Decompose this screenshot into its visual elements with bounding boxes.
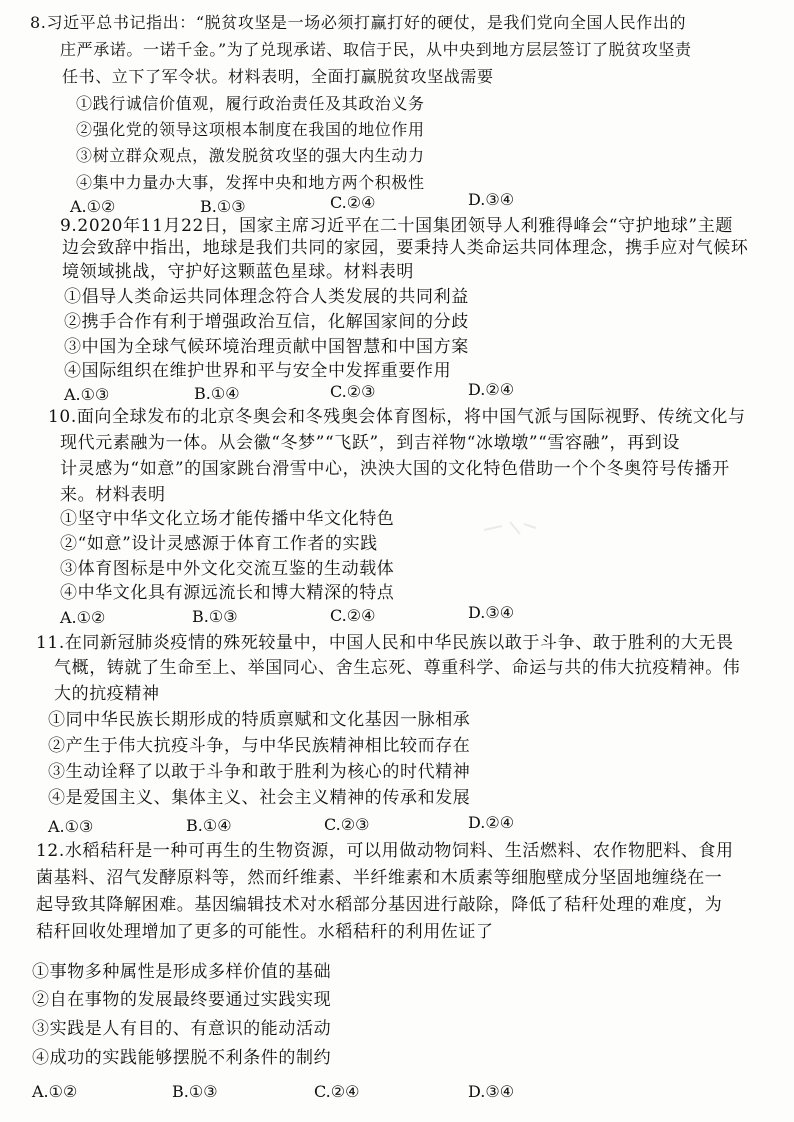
question-8-option-b: B.①③ <box>200 197 246 216</box>
question-9-stem-line-2: 边会致辞中指出，地球是我们共同的家园，要秉持人类命运共同体理念，携手应对气候环 <box>62 238 749 258</box>
question-9-statement-2: ②携手合作有利于增强政治互信，化解国家间的分歧 <box>64 312 469 332</box>
question-9-statement-3: ③中国为全球气候环境治理贡献中国智慧和中国方案 <box>64 337 469 357</box>
question-10-statement-1: ①坚守中华文化立场才能传播中华文化特色 <box>60 509 395 529</box>
question-9-stem-line-1: 9.2020年11月22日，国家主席习近平在二十国集团领导人利雅得峰会“守护地球”主题 <box>60 216 733 236</box>
question-12-option-d: D.③④ <box>468 1082 515 1101</box>
question-10-statement-3: ③体育图标是中外文化交流互鉴的生动载体 <box>60 559 395 579</box>
question-8-stem-line-3: 任书、立下了军令状。材料表明，全面打赢脱贫攻坚战需要 <box>62 67 494 86</box>
question-11-stem-line-2: 气概，铸就了生命至上、举国同心、舍生忘死、尊重科学、命运与共的伟大抗疫精神。伟 <box>54 658 741 678</box>
question-9-option-c: C.②③ <box>330 382 376 401</box>
question-12-stem-line-2: 菌基料、沼气发酵原料等，然而纤维素、半纤维素和木质素等细胞壁成分坚固地缠绕在一 <box>36 868 723 888</box>
question-11-option-c: C.②③ <box>324 815 370 834</box>
scan-smudge-mark <box>480 512 540 542</box>
question-11-stem-line-3: 大的抗疫精神 <box>54 684 160 704</box>
question-11-statement-1: ①同中华民族长期形成的特质禀赋和文化基因一脉相承 <box>48 710 471 730</box>
question-9-statement-4: ④国际组织在维护世界和平与安全中发挥重要作用 <box>64 361 452 381</box>
question-10-option-a: A.①② <box>60 608 106 627</box>
question-11-option-b: B.①④ <box>186 816 232 835</box>
question-11-statement-3: ③生动诠释了以敢于斗争和敢于胜利为核心的时代精神 <box>48 762 471 782</box>
question-11-statement-2: ②产生于伟大抗疫斗争，与中华民族精神相比较而存在 <box>48 736 471 756</box>
question-9-statement-1: ①倡导人类命运共同体理念符合人类发展的共同利益 <box>64 287 469 307</box>
question-11-option-a: A.①③ <box>48 817 94 836</box>
question-10-option-d: D.③④ <box>468 603 515 622</box>
question-12-statement-3: ③实践是人有目的、有意识的能动活动 <box>32 1019 332 1039</box>
question-10-option-c: C.②④ <box>330 606 376 625</box>
question-12-stem-line-3: 起导致其降解困难。基因编辑技术对水稻部分基因进行敲除，降低了秸秆处理的难度，为 <box>36 895 723 915</box>
question-11-stem-line-1: 11.在同新冠肺炎疫情的殊死较量中，中国人民和中华民族以敢于斗争、敢于胜利的大无畏 <box>36 633 734 653</box>
question-8-statement-2: ②强化党的领导这项根本制度在我国的地位作用 <box>76 120 425 139</box>
question-10-stem-line-3: 计灵感为“如意”的国家跳台滑雪中心，泱泱大国的文化特色借助一个个冬奥符号传播开 <box>60 459 730 479</box>
question-10-stem-line-4: 来。材料表明 <box>60 485 166 505</box>
question-12-statement-1: ①事物多种属性是形成多样价值的基础 <box>32 962 332 982</box>
question-9-stem-line-3: 境领域挑战，守护好这颗蓝色星球。材料表明 <box>62 262 414 282</box>
question-8-stem-line-1: 8.习近平总书记指出：“脱贫攻坚是一场必须打赢打好的硬仗，是我们党向全国人民作出的 <box>30 13 687 32</box>
question-10-option-b: B.①③ <box>192 607 238 626</box>
question-9-option-b: B.①④ <box>194 384 240 403</box>
question-9-option-a: A.①③ <box>64 385 110 404</box>
question-8-option-d: D.③④ <box>468 190 515 209</box>
question-10-stem-line-1: 10.面向全球发布的北京冬奥会和冬残奥会体育图标，将中国气派与国际视野、传统文化与 <box>48 407 746 427</box>
question-12-option-b: B.①③ <box>172 1082 218 1101</box>
question-9-option-d: D.②④ <box>468 380 515 399</box>
question-8-option-c: C.②④ <box>330 193 376 212</box>
question-12-statement-2: ②自在事物的发展最终要通过实践实现 <box>32 990 332 1010</box>
question-12-option-a: A.①② <box>32 1082 78 1101</box>
question-10-stem-line-2: 现代元素融为一体。从会徽“冬梦”“飞跃”，到吉祥物“冰墩墩”“雪容融”，再到设 <box>60 433 680 453</box>
question-12-stem-line-4: 秸秆回收处理增加了更多的可能性。水稻秸秆的利用佐证了 <box>36 922 494 942</box>
question-10-statement-4: ④中华文化具有源远流长和博大精深的特点 <box>60 583 395 603</box>
question-11-option-d: D.②④ <box>468 813 515 832</box>
question-11-statement-4: ④是爱国主义、集体主义、社会主义精神的传承和发展 <box>48 788 471 808</box>
question-8-statement-3: ③树立群众观点，激发脱贫攻坚的强大内生动力 <box>76 146 425 165</box>
question-12-statement-4: ④成功的实践能够摆脱不利条件的制约 <box>32 1048 332 1068</box>
question-12-stem-line-1: 12.水稻秸秆是一种可再生的生物资源，可以用做动物饲料、生活燃料、农作物肥料、食用 <box>36 841 734 861</box>
question-8-statement-4: ④集中力量办大事，发挥中央和地方两个积极性 <box>76 173 425 192</box>
question-12-option-c: C.②④ <box>314 1082 360 1101</box>
question-8-stem-line-2: 庄严承诺。一诺千金。”为了兑现承诺、取信于民，从中央到地方层层签订了脱贫攻坚责 <box>60 40 692 59</box>
question-8-option-a: A.①② <box>70 197 116 216</box>
question-8-statement-1: ①践行诚信价值观，履行政治责任及其政治义务 <box>76 94 425 113</box>
question-10-statement-2: ②“如意”设计灵感源于体育工作者的实践 <box>60 534 378 554</box>
